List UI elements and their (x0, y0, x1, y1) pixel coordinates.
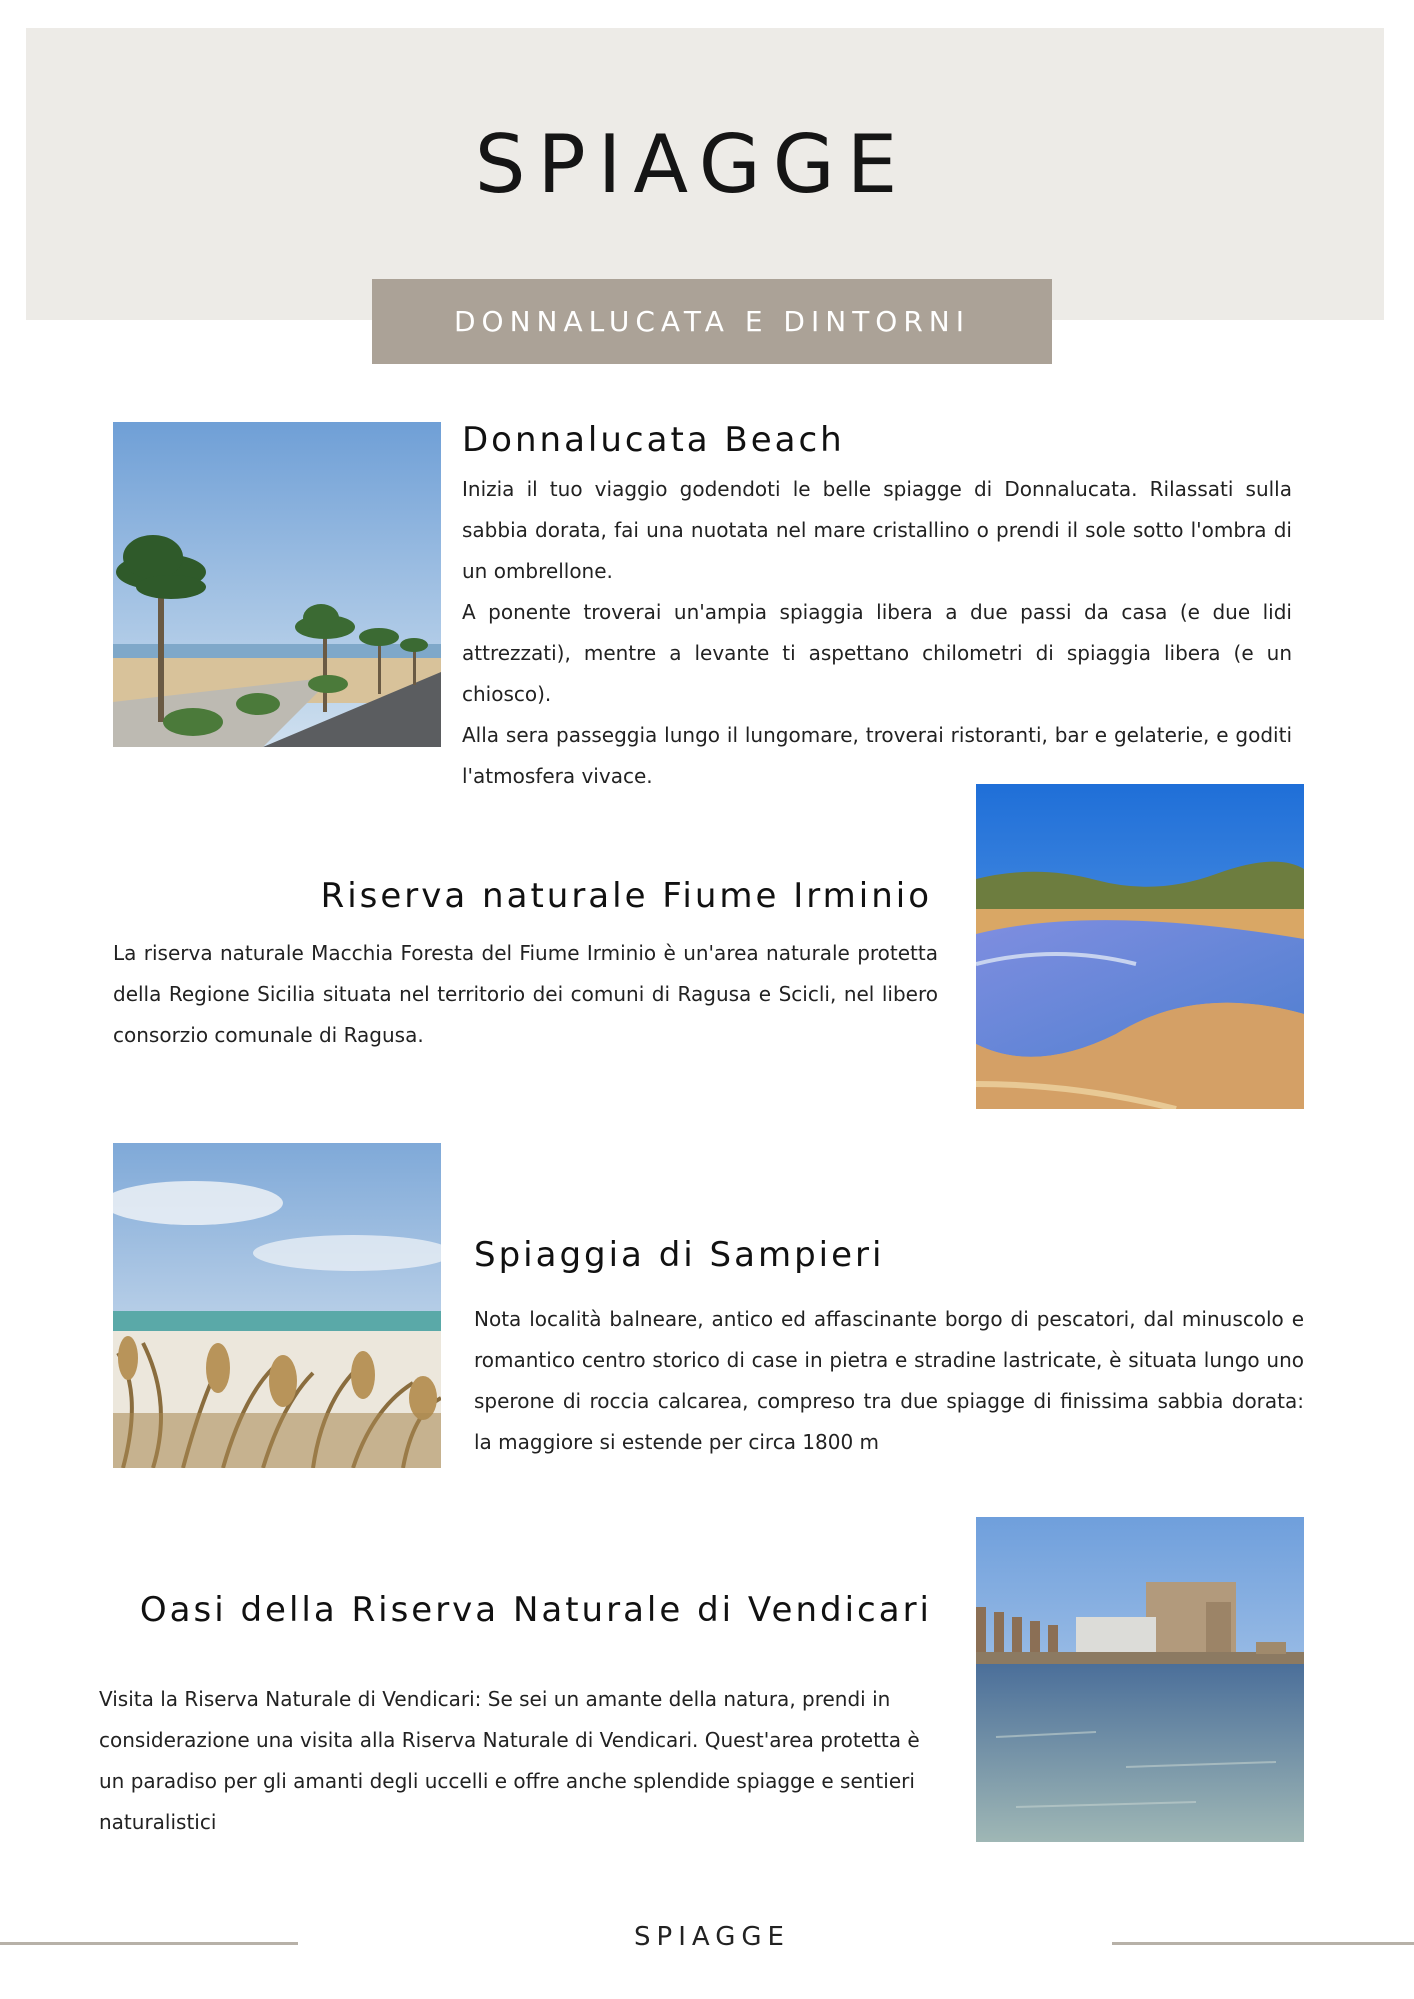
vendicari-photo (976, 1517, 1304, 1842)
subtitle-banner (372, 279, 1052, 364)
donnalucata-beach-photo (113, 422, 441, 747)
paragraph: Nota località balneare, antico ed affascinante borgo di pescatori, dal minuscolo e romantico centro storico di case in pietra e stradine lastricate, è situata lungo uno sperone di roccia calcarea, compreso tra due spiagge di finissima sabbia dorata: la maggiore si estende per circa 1800 m (474, 1307, 1304, 1454)
section-body-vendicari (99, 1679, 929, 1843)
section-heading-donnalucata: Donnalucata Beach (462, 420, 845, 460)
paragraph: Inizia il tuo viaggio godendoti le belle spiagge di Donnalucata. Rilassati sulla sabbia dorata, fai una nuotata nel mare cristallino o prendi il sole sotto l'ombra di un ombrellone. (462, 477, 1292, 583)
paragraph: Visita la Riserva Naturale di Vendicari: Se sei un amante della natura, prendi in considerazione una visita alla Riserva Naturale di Vendicari. Quest'area protetta è un paradiso per gli amanti degli uccelli e offre anche splendide spiagge e sentieri naturalistici (99, 1687, 920, 1834)
paragraph: Alla sera passeggia lungo il lungomare, troverai ristoranti, bar e gelaterie, e goditi l'atmosfera vivace. (462, 723, 1292, 788)
paragraph: La riserva naturale Macchia Foresta del Fiume Irminio è un'area naturale protetta della Regione Sicilia situata nel territorio dei comuni di Ragusa e Scicli, nel libero consorzio comunale di Ragusa. (113, 941, 938, 1047)
section-body-sampieri (474, 1299, 1304, 1463)
footer-label: SPIAGGE (634, 1922, 790, 1952)
section-heading-irminio: Riserva naturale Fiume Irminio (320, 876, 932, 916)
page-title: SPIAGGE (474, 118, 910, 211)
page-subtitle: DONNALUCATA E DINTORNI (453, 305, 970, 338)
section-heading-vendicari: Oasi della Riserva Naturale di Vendicari (139, 1590, 932, 1630)
paragraph: A ponente troverai un'ampia spiaggia libera a due passi da casa (e due lidi attrezzati), mentre a levante ti aspettano chilometri di spiaggia libera (e un chiosco). (462, 600, 1292, 706)
fiume-irminio-photo (976, 784, 1304, 1109)
section-heading-sampieri: Spiaggia di Sampieri (474, 1235, 885, 1275)
section-body-irminio (113, 933, 938, 1056)
sampieri-photo (113, 1143, 441, 1468)
section-body-donnalucata (462, 469, 1292, 797)
